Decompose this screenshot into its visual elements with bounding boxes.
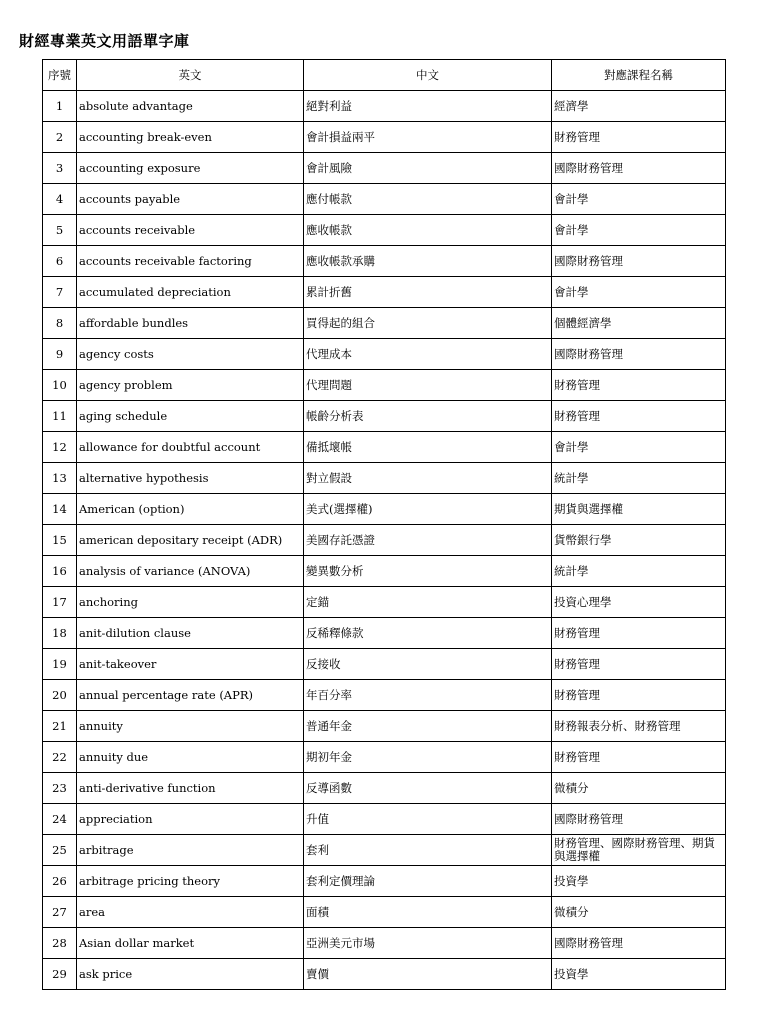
cell-course: 會計學	[552, 432, 726, 463]
table-row	[43, 215, 726, 246]
cell-chinese: 代理問題	[304, 370, 552, 401]
table-row	[43, 494, 726, 525]
cell-no: 17	[43, 587, 77, 618]
cell-no: 11	[43, 401, 77, 432]
header-english: 英文	[77, 60, 304, 91]
cell-no: 26	[43, 866, 77, 897]
cell-course: 國際財務管理	[552, 804, 726, 835]
cell-course: 會計學	[552, 184, 726, 215]
cell-no: 16	[43, 556, 77, 587]
cell-course: 期貨與選擇權	[552, 494, 726, 525]
cell-english: American (option)	[77, 494, 304, 525]
cell-chinese: 會計風險	[304, 153, 552, 184]
cell-english: anchoring	[77, 587, 304, 618]
header-no: 序號	[43, 60, 77, 91]
table-row	[43, 308, 726, 339]
cell-no: 28	[43, 928, 77, 959]
cell-no: 12	[43, 432, 77, 463]
cell-english: anti-derivative function	[77, 773, 304, 804]
cell-english: allowance for doubtful account	[77, 432, 304, 463]
cell-course: 財務管理	[552, 122, 726, 153]
cell-english: arbitrage pricing theory	[77, 866, 304, 897]
cell-no: 7	[43, 277, 77, 308]
cell-no: 29	[43, 959, 77, 990]
cell-course: 會計學	[552, 277, 726, 308]
cell-chinese: 買得起的組合	[304, 308, 552, 339]
cell-course: 貨幣銀行學	[552, 525, 726, 556]
cell-course: 財務報表分析、財務管理	[552, 711, 726, 742]
cell-chinese: 亞洲美元市場	[304, 928, 552, 959]
table-row	[43, 153, 726, 184]
cell-course: 統計學	[552, 463, 726, 494]
cell-no: 20	[43, 680, 77, 711]
cell-chinese: 套利	[304, 835, 552, 866]
cell-chinese: 反稀釋條款	[304, 618, 552, 649]
table-row	[43, 556, 726, 587]
cell-chinese: 應付帳款	[304, 184, 552, 215]
cell-chinese: 備抵壞帳	[304, 432, 552, 463]
cell-course: 微積分	[552, 897, 726, 928]
cell-english: agency problem	[77, 370, 304, 401]
table-row	[43, 773, 726, 804]
header-course: 對應課程名稱	[552, 60, 726, 91]
table-row	[43, 122, 726, 153]
cell-chinese: 年百分率	[304, 680, 552, 711]
cell-english: alternative hypothesis	[77, 463, 304, 494]
cell-no: 4	[43, 184, 77, 215]
table-row	[43, 897, 726, 928]
cell-course: 投資學	[552, 959, 726, 990]
cell-course: 財務管理	[552, 742, 726, 773]
cell-no: 18	[43, 618, 77, 649]
table-row	[43, 246, 726, 277]
cell-course: 國際財務管理	[552, 246, 726, 277]
table-row	[43, 587, 726, 618]
cell-english: absolute advantage	[77, 91, 304, 122]
cell-course: 經濟學	[552, 91, 726, 122]
cell-english: anit-dilution clause	[77, 618, 304, 649]
table-row	[43, 432, 726, 463]
cell-chinese: 升值	[304, 804, 552, 835]
cell-course: 個體經濟學	[552, 308, 726, 339]
table-row	[43, 91, 726, 122]
cell-english: Asian dollar market	[77, 928, 304, 959]
cell-chinese: 期初年金	[304, 742, 552, 773]
cell-no: 8	[43, 308, 77, 339]
cell-english: agency costs	[77, 339, 304, 370]
table-row	[43, 742, 726, 773]
cell-english: annual percentage rate (APR)	[77, 680, 304, 711]
cell-course: 國際財務管理	[552, 153, 726, 184]
cell-no: 2	[43, 122, 77, 153]
cell-chinese: 應收帳款承購	[304, 246, 552, 277]
cell-chinese: 定錨	[304, 587, 552, 618]
cell-no: 6	[43, 246, 77, 277]
cell-course: 國際財務管理	[552, 928, 726, 959]
cell-chinese: 累計折舊	[304, 277, 552, 308]
cell-english: area	[77, 897, 304, 928]
cell-course: 財務管理、國際財務管理、期貨與選擇權	[552, 835, 726, 866]
cell-no: 10	[43, 370, 77, 401]
cell-chinese: 美國存託憑證	[304, 525, 552, 556]
cell-chinese: 套利定價理論	[304, 866, 552, 897]
cell-course: 財務管理	[552, 370, 726, 401]
cell-english: analysis of variance (ANOVA)	[77, 556, 304, 587]
cell-english: aging schedule	[77, 401, 304, 432]
cell-course: 財務管理	[552, 649, 726, 680]
cell-course: 統計學	[552, 556, 726, 587]
table-row	[43, 401, 726, 432]
cell-english: ask price	[77, 959, 304, 990]
cell-english: affordable bundles	[77, 308, 304, 339]
table-row	[43, 680, 726, 711]
table-body	[43, 91, 726, 990]
cell-chinese: 對立假設	[304, 463, 552, 494]
table-row	[43, 370, 726, 401]
cell-english: annuity	[77, 711, 304, 742]
cell-chinese: 會計損益兩平	[304, 122, 552, 153]
cell-no: 3	[43, 153, 77, 184]
cell-english: accounts receivable	[77, 215, 304, 246]
cell-course: 國際財務管理	[552, 339, 726, 370]
table-row	[43, 928, 726, 959]
cell-no: 22	[43, 742, 77, 773]
cell-english: annuity due	[77, 742, 304, 773]
cell-english: accounting break-even	[77, 122, 304, 153]
cell-no: 9	[43, 339, 77, 370]
cell-english: accounts payable	[77, 184, 304, 215]
cell-course: 投資學	[552, 866, 726, 897]
cell-no: 27	[43, 897, 77, 928]
cell-english: accounts receivable factoring	[77, 246, 304, 277]
cell-course: 財務管理	[552, 680, 726, 711]
cell-no: 24	[43, 804, 77, 835]
cell-course: 財務管理	[552, 401, 726, 432]
cell-chinese: 變異數分析	[304, 556, 552, 587]
header-chinese: 中文	[304, 60, 552, 91]
cell-no: 15	[43, 525, 77, 556]
table-row	[43, 525, 726, 556]
document-title: 財經專業英文用語單字庫	[19, 32, 190, 50]
table-row	[43, 463, 726, 494]
cell-chinese: 賣價	[304, 959, 552, 990]
cell-english: american depositary receipt (ADR)	[77, 525, 304, 556]
cell-no: 21	[43, 711, 77, 742]
cell-course: 會計學	[552, 215, 726, 246]
cell-no: 25	[43, 835, 77, 866]
cell-chinese: 反接收	[304, 649, 552, 680]
cell-chinese: 美式(選擇權)	[304, 494, 552, 525]
table-row	[43, 835, 726, 866]
cell-english: arbitrage	[77, 835, 304, 866]
cell-no: 1	[43, 91, 77, 122]
cell-course: 投資心理學	[552, 587, 726, 618]
table-row	[43, 649, 726, 680]
cell-chinese: 普通年金	[304, 711, 552, 742]
cell-no: 19	[43, 649, 77, 680]
table-header-row	[43, 60, 726, 91]
cell-chinese: 帳齡分析表	[304, 401, 552, 432]
table-row	[43, 184, 726, 215]
cell-chinese: 反導函數	[304, 773, 552, 804]
cell-english: appreciation	[77, 804, 304, 835]
cell-chinese: 絕對利益	[304, 91, 552, 122]
table-row	[43, 618, 726, 649]
cell-english: accounting exposure	[77, 153, 304, 184]
cell-no: 23	[43, 773, 77, 804]
vocabulary-table	[42, 59, 726, 990]
cell-chinese: 面積	[304, 897, 552, 928]
cell-chinese: 代理成本	[304, 339, 552, 370]
cell-course: 微積分	[552, 773, 726, 804]
cell-no: 5	[43, 215, 77, 246]
table-row	[43, 866, 726, 897]
cell-no: 13	[43, 463, 77, 494]
cell-course: 財務管理	[552, 618, 726, 649]
table-row	[43, 804, 726, 835]
table-row	[43, 339, 726, 370]
cell-english: anit-takeover	[77, 649, 304, 680]
table-row	[43, 959, 726, 990]
table-row	[43, 711, 726, 742]
cell-english: accumulated depreciation	[77, 277, 304, 308]
cell-no: 14	[43, 494, 77, 525]
cell-chinese: 應收帳款	[304, 215, 552, 246]
table-row	[43, 277, 726, 308]
